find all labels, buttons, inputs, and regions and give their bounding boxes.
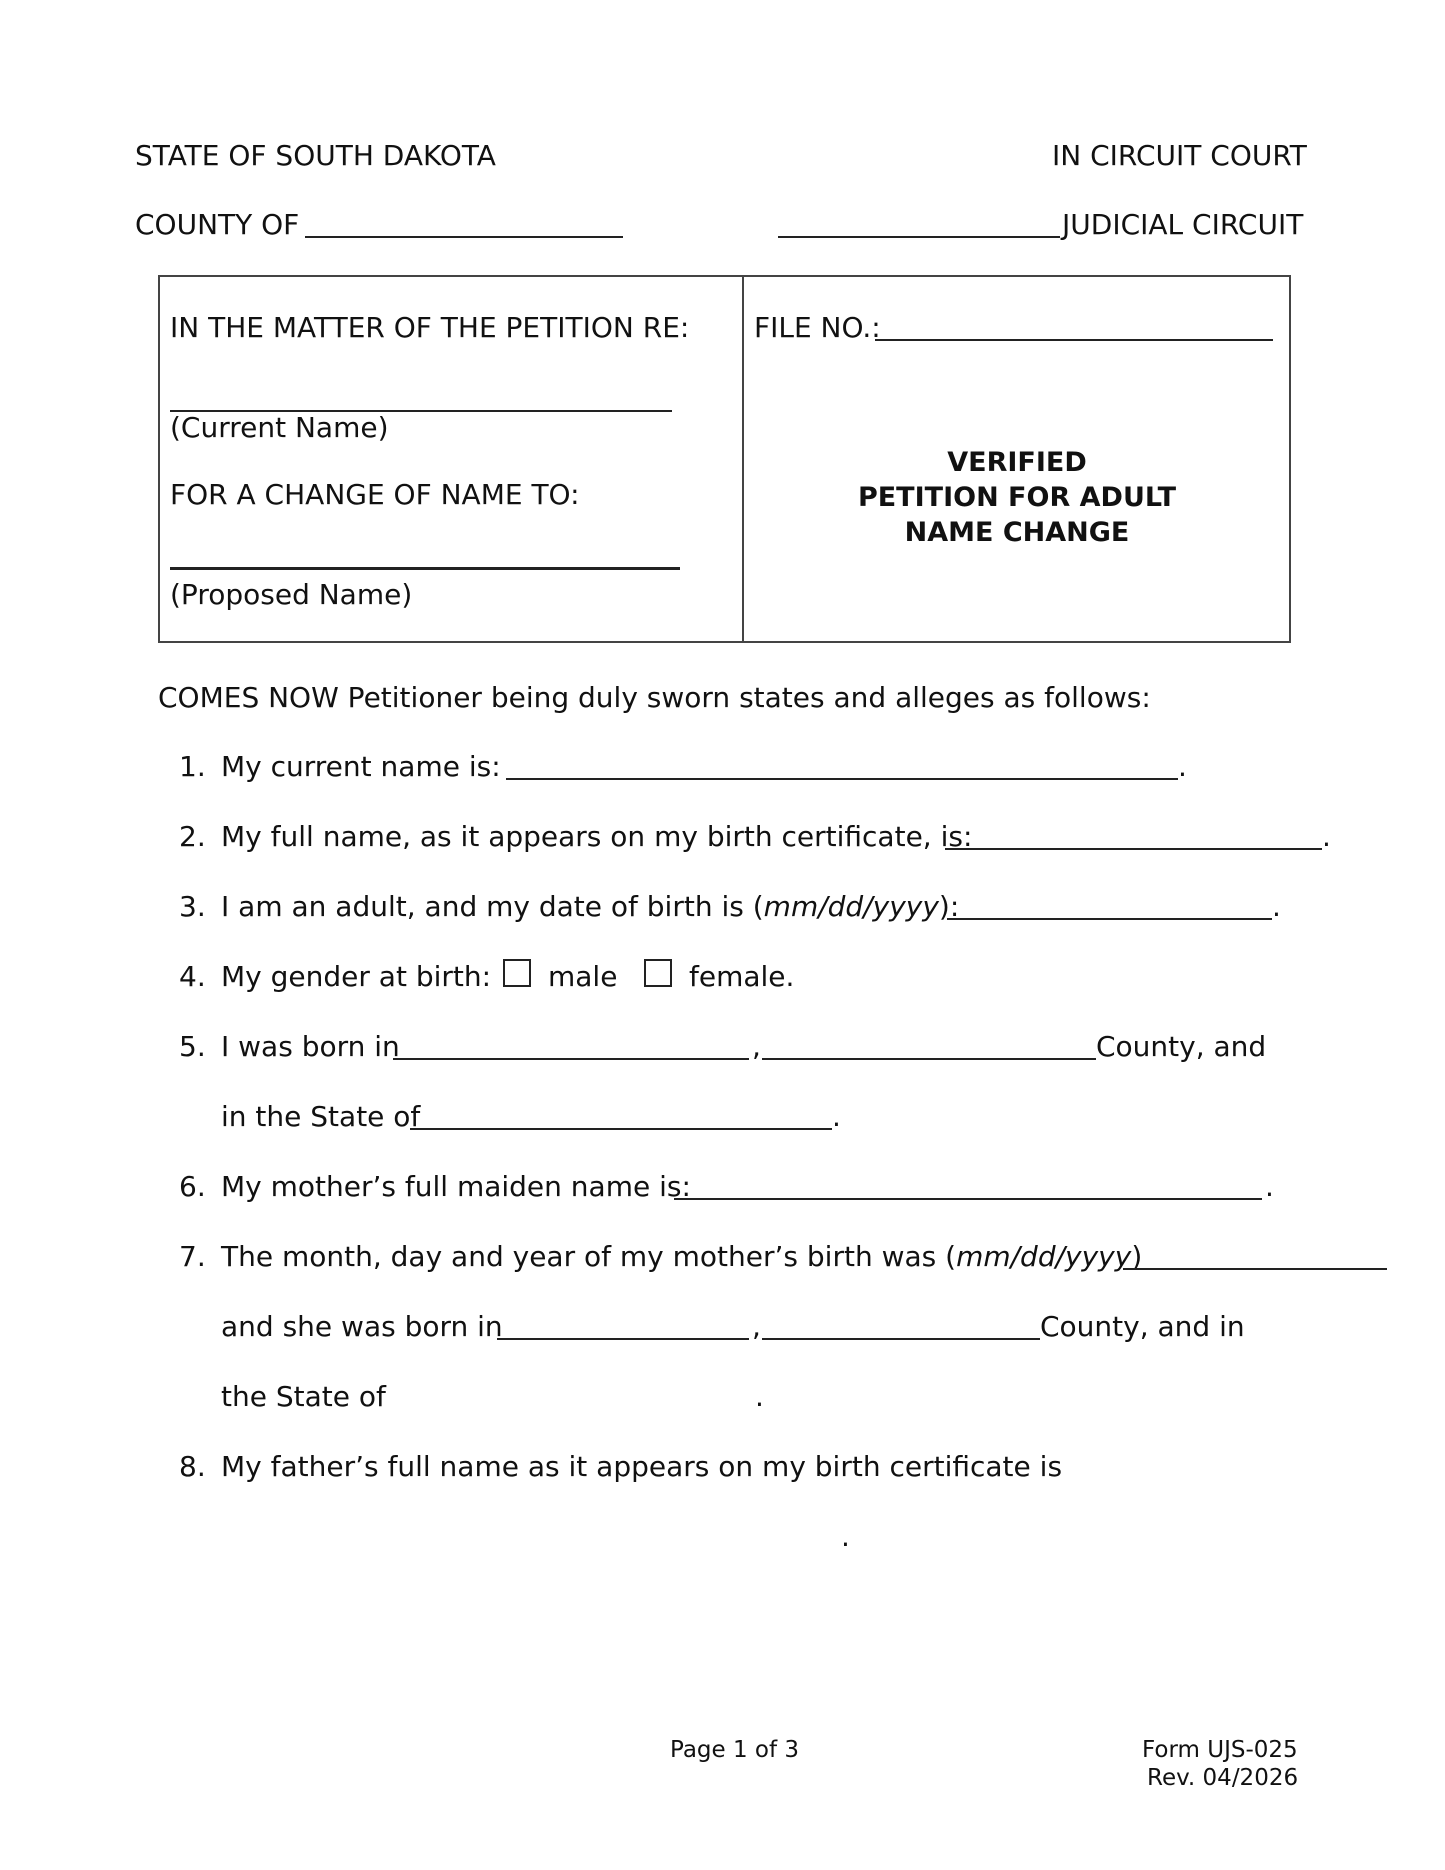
title-line-2: PETITION FOR ADULT — [857, 482, 1177, 513]
current-name-label: (Current Name) — [170, 411, 389, 444]
state-heading: STATE OF SOUTH DAKOTA — [135, 139, 496, 172]
male-checkbox[interactable] — [503, 959, 531, 987]
item-3-text — [221, 890, 960, 923]
item-7-number: 7. — [179, 1240, 206, 1273]
item-8-text: My father’s full name as it appears on my birth certificate is — [221, 1450, 1063, 1483]
item-1-text: My current name is: — [221, 750, 501, 783]
mother-maiden-name-input[interactable] — [674, 1198, 1262, 1200]
item-2-text: My full name, as it appears on my birth certificate, is: — [221, 820, 973, 853]
female-checkbox[interactable] — [644, 959, 672, 987]
item-7-born-label: and she was born in — [221, 1310, 503, 1343]
item-8-number: 8. — [179, 1450, 206, 1483]
item-3-period: . — [1272, 890, 1281, 923]
mother-birth-county-input[interactable] — [762, 1338, 1040, 1340]
item-5-text: I was born in — [221, 1030, 400, 1063]
file-no-label: FILE NO.: — [754, 311, 881, 344]
item-7-text-pre: The month, day and year of my mother’s birth was ( — [221, 1240, 957, 1273]
item-6-number: 6. — [179, 1170, 206, 1203]
item-5-state-label: in the State of — [221, 1100, 421, 1133]
item-7-state-label: the State of — [221, 1380, 386, 1413]
item-3-text-post: ): — [938, 890, 960, 923]
item-1-number: 1. — [179, 750, 206, 783]
item-2-number: 2. — [179, 820, 206, 853]
item-5-comma: , — [752, 1030, 761, 1063]
revision-date: Rev. 04/2026 — [1147, 1765, 1299, 1791]
item-2-period: . — [1322, 820, 1331, 853]
file-no-field[interactable] — [875, 339, 1273, 341]
male-label: male — [548, 960, 618, 993]
title-line-3: NAME CHANGE — [904, 517, 1130, 548]
item-5-county-label: County, and — [1096, 1030, 1267, 1063]
circuit-label: JUDICIAL CIRCUIT — [1062, 208, 1304, 241]
item-6-text: My mother’s full maiden name is: — [221, 1170, 691, 1203]
form-number: Form UJS-025 — [1142, 1737, 1298, 1763]
date-of-birth-input[interactable] — [947, 918, 1272, 920]
matter-label: IN THE MATTER OF THE PETITION RE: — [170, 311, 690, 344]
circuit-field[interactable] — [778, 236, 1060, 238]
item-3-date-format: mm/dd/yyyy — [763, 890, 939, 923]
proposed-name-label: (Proposed Name) — [170, 578, 413, 611]
item-3-number: 3. — [179, 890, 206, 923]
county-label: COUNTY OF — [135, 208, 300, 241]
intro-text: COMES NOW Petitioner being duly sworn states and alleges as follows: — [158, 681, 1151, 714]
county-field[interactable] — [305, 236, 623, 238]
item-7-text — [221, 1240, 1143, 1273]
female-label: female. — [689, 960, 795, 993]
item-4-number: 4. — [179, 960, 206, 993]
item-5-period: . — [832, 1100, 841, 1133]
item-3-text-pre: I am an adult, and my date of birth is ( — [221, 890, 764, 923]
item-1-period: . — [1178, 750, 1187, 783]
change-label: FOR A CHANGE OF NAME TO: — [170, 478, 580, 511]
birth-certificate-name-input[interactable] — [945, 848, 1322, 850]
item-7-text-post: ) — [1131, 1240, 1143, 1273]
current-name-input[interactable] — [506, 778, 1178, 780]
mother-birth-city-input[interactable] — [497, 1338, 749, 1340]
page-number: Page 1 of 3 — [670, 1737, 800, 1763]
birth-city-input[interactable] — [393, 1058, 749, 1060]
item-8-period: . — [841, 1520, 850, 1553]
mother-birth-date-input[interactable] — [1123, 1268, 1387, 1270]
item-4-text: My gender at birth: — [221, 960, 492, 993]
proposed-name-field[interactable] — [170, 567, 680, 570]
item-7-date-format: mm/dd/yyyy — [956, 1240, 1132, 1273]
item-7-comma: , — [752, 1310, 761, 1343]
court-heading: IN CIRCUIT COURT — [1052, 139, 1307, 172]
birth-county-input[interactable] — [762, 1058, 1096, 1060]
item-7-period: . — [755, 1380, 764, 1413]
birth-state-input[interactable] — [410, 1128, 832, 1130]
item-6-period: . — [1265, 1170, 1274, 1203]
title-line-1: VERIFIED — [947, 447, 1087, 478]
item-7-county-label: County, and in — [1040, 1310, 1245, 1343]
document-title — [744, 445, 1290, 550]
item-5-number: 5. — [179, 1030, 206, 1063]
